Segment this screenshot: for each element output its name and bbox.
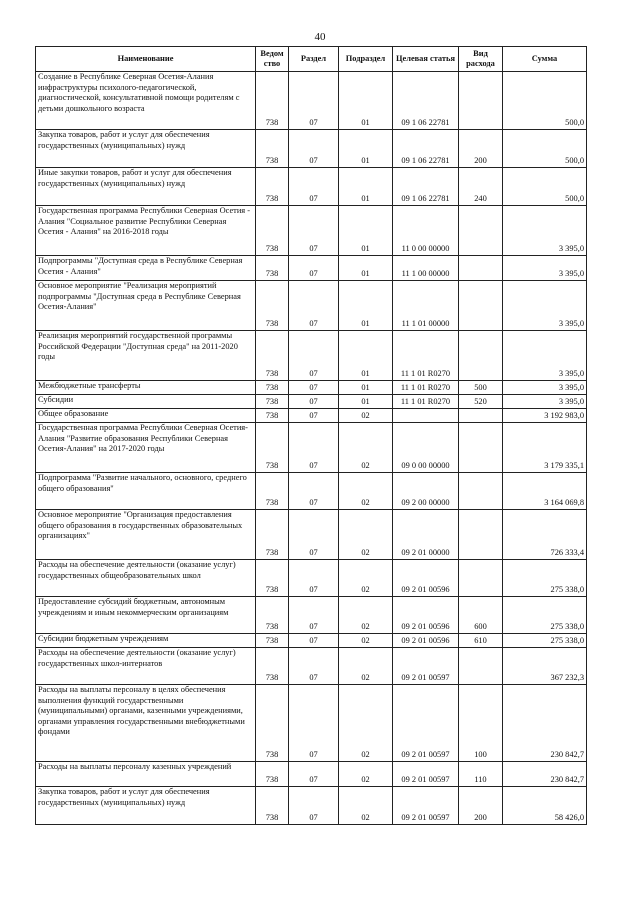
- table-row: [36, 685, 587, 762]
- table-row: [36, 787, 587, 825]
- cell-section: 07: [289, 634, 339, 648]
- cell-section: 07: [289, 560, 339, 597]
- cell-section: 07: [289, 130, 339, 168]
- cell-dept: 738: [256, 130, 289, 168]
- cell-section: 07: [289, 409, 339, 423]
- cell-section: 07: [289, 331, 339, 381]
- cell-subsection: 02: [339, 409, 393, 423]
- cell-subsection: 02: [339, 762, 393, 787]
- cell-kind: 610: [459, 634, 503, 648]
- cell-name: Закупка товаров, работ и услуг для обеспечения государственных (муниципальных) нужд: [36, 130, 256, 168]
- cell-dept: 738: [256, 634, 289, 648]
- cell-subsection: 02: [339, 423, 393, 473]
- header-dept: Ведом ство: [256, 47, 289, 72]
- cell-dept: 738: [256, 281, 289, 331]
- cell-sum: 58 426,0: [503, 787, 587, 825]
- cell-dept: 738: [256, 787, 289, 825]
- cell-subsection: 02: [339, 648, 393, 685]
- cell-sum: 275 338,0: [503, 560, 587, 597]
- cell-kind: [459, 423, 503, 473]
- cell-sum: 500,0: [503, 130, 587, 168]
- cell-dept: 738: [256, 423, 289, 473]
- cell-sum: 726 333,4: [503, 510, 587, 560]
- cell-target: 09 0 00 00000: [393, 423, 459, 473]
- table-row: [36, 762, 587, 787]
- cell-name: Государственная программа Республики Северная Осетия - Алания "Социальное развитие Республики Северная Осетия - Алания" на 2016-2018 годы: [36, 206, 256, 256]
- cell-name: Субсидии: [36, 395, 256, 409]
- cell-kind: [459, 72, 503, 130]
- cell-target: 09 2 01 00597: [393, 648, 459, 685]
- cell-section: 07: [289, 381, 339, 395]
- cell-kind: [459, 409, 503, 423]
- cell-kind: 520: [459, 395, 503, 409]
- table-row: [36, 281, 587, 331]
- cell-name: Субсидии бюджетным учреждениям: [36, 634, 256, 648]
- cell-section: 07: [289, 510, 339, 560]
- cell-section: 07: [289, 256, 339, 281]
- table-header-row: [36, 47, 587, 72]
- table-row: [36, 634, 587, 648]
- table-row: [36, 206, 587, 256]
- header-sum: Сумма: [503, 47, 587, 72]
- cell-section: 07: [289, 281, 339, 331]
- cell-subsection: 01: [339, 381, 393, 395]
- cell-target: 09 2 01 00596: [393, 597, 459, 634]
- cell-sum: 3 395,0: [503, 331, 587, 381]
- cell-subsection: 01: [339, 130, 393, 168]
- cell-dept: 738: [256, 473, 289, 510]
- cell-target: 11 1 01 R0270: [393, 381, 459, 395]
- table-row: [36, 597, 587, 634]
- table-row: [36, 473, 587, 510]
- cell-sum: 500,0: [503, 72, 587, 130]
- cell-sum: 3 179 335,1: [503, 423, 587, 473]
- cell-target: 09 2 01 00596: [393, 634, 459, 648]
- cell-name: Подпрограмма "Развитие начального, основного, среднего общего образования": [36, 473, 256, 510]
- cell-dept: 738: [256, 381, 289, 395]
- cell-sum: 275 338,0: [503, 634, 587, 648]
- cell-kind: 200: [459, 787, 503, 825]
- cell-name: Создание в Республике Северная Осетия-Алания инфраструктуры психолого-педагогической, диагностической, консультативной помощи родителям с детьми дошкольного возраста: [36, 72, 256, 130]
- cell-subsection: 02: [339, 510, 393, 560]
- cell-section: 07: [289, 423, 339, 473]
- cell-kind: [459, 473, 503, 510]
- cell-target: 11 1 01 00000: [393, 281, 459, 331]
- cell-dept: 738: [256, 597, 289, 634]
- cell-sum: 3 395,0: [503, 206, 587, 256]
- cell-name: Межбюджетные трансферты: [36, 381, 256, 395]
- cell-subsection: 01: [339, 206, 393, 256]
- cell-name: Основное мероприятие "Реализация мероприятий подпрограммы "Доступная среда в Республике Северная Осетия-Алания": [36, 281, 256, 331]
- header-kind: Вид расхода: [459, 47, 503, 72]
- table-row: [36, 560, 587, 597]
- cell-sum: 3 395,0: [503, 395, 587, 409]
- cell-target: [393, 409, 459, 423]
- table-row: [36, 648, 587, 685]
- cell-section: 07: [289, 685, 339, 762]
- cell-dept: 738: [256, 72, 289, 130]
- cell-sum: 3 395,0: [503, 256, 587, 281]
- cell-kind: [459, 510, 503, 560]
- cell-target: 09 2 01 00597: [393, 762, 459, 787]
- cell-section: 07: [289, 787, 339, 825]
- cell-section: 07: [289, 762, 339, 787]
- cell-dept: 738: [256, 206, 289, 256]
- cell-section: 07: [289, 395, 339, 409]
- cell-kind: [459, 281, 503, 331]
- cell-sum: 500,0: [503, 168, 587, 206]
- cell-name: Государственная программа Республики Северная Осетия-Алания "Развитие образования Республики Северная Осетия-Алания" на 2017-2020 годы: [36, 423, 256, 473]
- cell-dept: 738: [256, 560, 289, 597]
- cell-dept: 738: [256, 409, 289, 423]
- cell-kind: [459, 256, 503, 281]
- cell-kind: 100: [459, 685, 503, 762]
- cell-sum: 230 842,7: [503, 762, 587, 787]
- cell-kind: 500: [459, 381, 503, 395]
- table-row: [36, 168, 587, 206]
- cell-dept: 738: [256, 762, 289, 787]
- cell-sum: 3 395,0: [503, 281, 587, 331]
- cell-section: 07: [289, 72, 339, 130]
- cell-section: 07: [289, 648, 339, 685]
- cell-section: 07: [289, 168, 339, 206]
- table-row: [36, 331, 587, 381]
- cell-target: 11 1 01 R0270: [393, 331, 459, 381]
- cell-subsection: 02: [339, 787, 393, 825]
- cell-name: Реализация мероприятий государственной программы Российской Федерации "Доступная среда" на 2011-2020 годы: [36, 331, 256, 381]
- budget-table: [35, 46, 587, 825]
- page-number: 40: [314, 31, 326, 43]
- cell-target: 09 2 01 00596: [393, 560, 459, 597]
- cell-kind: [459, 560, 503, 597]
- header-section: Раздел: [289, 47, 339, 72]
- cell-subsection: 02: [339, 560, 393, 597]
- cell-kind: 200: [459, 130, 503, 168]
- cell-target: 11 0 00 00000: [393, 206, 459, 256]
- cell-target: 11 1 00 00000: [393, 256, 459, 281]
- cell-section: 07: [289, 597, 339, 634]
- cell-kind: [459, 331, 503, 381]
- cell-target: 09 2 01 00597: [393, 685, 459, 762]
- cell-sum: 3 192 983,0: [503, 409, 587, 423]
- table-row: [36, 381, 587, 395]
- cell-name: Расходы на обеспечение деятельности (оказание услуг) государственных школ-интернатов: [36, 648, 256, 685]
- table-row: [36, 130, 587, 168]
- cell-kind: [459, 648, 503, 685]
- cell-dept: 738: [256, 331, 289, 381]
- cell-name: Подпрограммы "Доступная среда в Республике Северная Осетия - Алания": [36, 256, 256, 281]
- table-row: [36, 395, 587, 409]
- table-row: [36, 510, 587, 560]
- cell-subsection: 02: [339, 634, 393, 648]
- cell-target: 09 1 06 22781: [393, 168, 459, 206]
- cell-subsection: 01: [339, 331, 393, 381]
- cell-name: Закупка товаров, работ и услуг для обеспечения государственных (муниципальных) нужд: [36, 787, 256, 825]
- cell-subsection: 02: [339, 473, 393, 510]
- cell-subsection: 01: [339, 395, 393, 409]
- table-body: [36, 72, 587, 825]
- cell-subsection: 02: [339, 597, 393, 634]
- cell-kind: 110: [459, 762, 503, 787]
- cell-section: 07: [289, 473, 339, 510]
- table-row: [36, 409, 587, 423]
- header-subsection: Подраздел: [339, 47, 393, 72]
- cell-kind: 240: [459, 168, 503, 206]
- cell-sum: 230 842,7: [503, 685, 587, 762]
- cell-dept: 738: [256, 648, 289, 685]
- cell-subsection: 01: [339, 256, 393, 281]
- cell-sum: 3 164 069,8: [503, 473, 587, 510]
- cell-name: Предоставление субсидий бюджетным, автономным учреждениям и иным некоммерческим организациям: [36, 597, 256, 634]
- cell-kind: 600: [459, 597, 503, 634]
- cell-target: 09 1 06 22781: [393, 72, 459, 130]
- cell-kind: [459, 206, 503, 256]
- cell-target: 09 2 01 00000: [393, 510, 459, 560]
- cell-dept: 738: [256, 256, 289, 281]
- cell-target: 09 1 06 22781: [393, 130, 459, 168]
- cell-sum: 3 395,0: [503, 381, 587, 395]
- cell-name: Общее образование: [36, 409, 256, 423]
- header-name: Наименование: [36, 47, 256, 72]
- cell-sum: 275 338,0: [503, 597, 587, 634]
- table-row: [36, 423, 587, 473]
- cell-dept: 738: [256, 510, 289, 560]
- cell-name: Расходы на выплаты персоналу казенных учреждений: [36, 762, 256, 787]
- cell-subsection: 01: [339, 168, 393, 206]
- cell-dept: 738: [256, 395, 289, 409]
- cell-target: 09 2 00 00000: [393, 473, 459, 510]
- table-row: [36, 256, 587, 281]
- cell-name: Расходы на выплаты персоналу в целях обеспечения выполнения функций государственными (муниципальными) органами, казенными учреждениями, органами управления государственными внебюджетными фондами: [36, 685, 256, 762]
- cell-target: 09 2 01 00597: [393, 787, 459, 825]
- cell-subsection: 01: [339, 72, 393, 130]
- header-target: Целевая статья: [393, 47, 459, 72]
- table-row: [36, 72, 587, 130]
- cell-subsection: 02: [339, 685, 393, 762]
- cell-dept: 738: [256, 685, 289, 762]
- cell-name: Расходы на обеспечение деятельности (оказание услуг) государственных общеобразовательных школ: [36, 560, 256, 597]
- cell-section: 07: [289, 206, 339, 256]
- cell-name: Иные закупки товаров, работ и услуг для обеспечения государственных (муниципальных) нужд: [36, 168, 256, 206]
- cell-target: 11 1 01 R0270: [393, 395, 459, 409]
- cell-sum: 367 232,3: [503, 648, 587, 685]
- cell-name: Основное мероприятие "Организация предоставления общего образования в государственных образовательных организациях": [36, 510, 256, 560]
- cell-dept: 738: [256, 168, 289, 206]
- cell-subsection: 01: [339, 281, 393, 331]
